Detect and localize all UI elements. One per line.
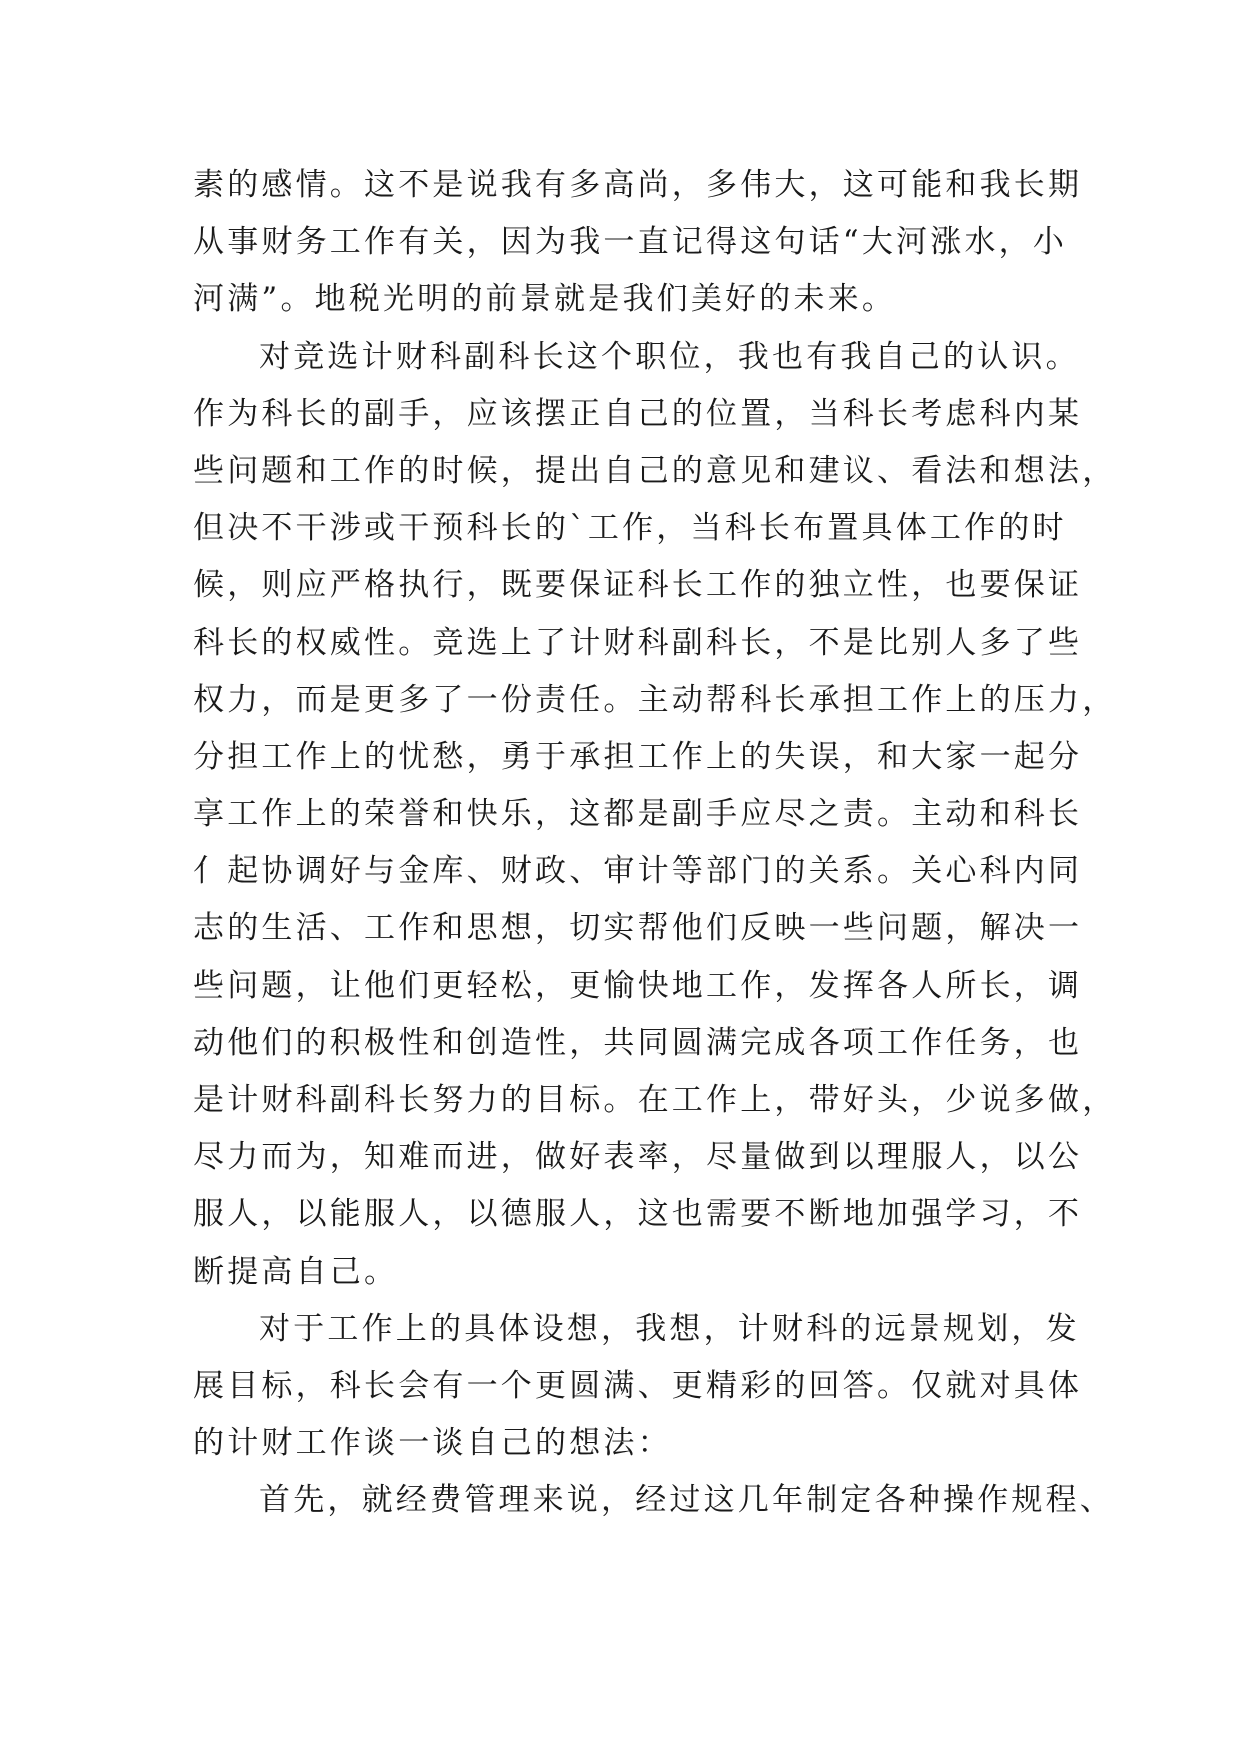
text-line: 候，则应严格执行，既要保证科长工作的独立性，也要保证	[193, 567, 1083, 604]
text-line: 科长的权威性。竞选上了计财科副科长，不是比别人多了些	[193, 624, 1083, 661]
paragraph-start-line: 对竞选计财科副科长这个职位，我也有我自己的认识。	[259, 338, 1080, 375]
text-line: 分担工作上的忧愁，勇于承担工作上的失误，和大家一起分	[193, 738, 1083, 775]
text-line: 权力，而是更多了一份责任。主动帮科长承担工作上的压力，	[193, 681, 1117, 718]
text-line: 断提高自己。	[193, 1253, 399, 1290]
text-line: 些问题，让他们更轻松，更愉快地工作，发挥各人所长，调	[193, 967, 1083, 1004]
text-line: 享工作上的荣誉和快乐，这都是副手应尽之责。主动和科长	[193, 796, 1083, 833]
text-line: 尽力而为，知难而进，做好表率，尽量做到以理服人，以公	[193, 1139, 1083, 1176]
text-line: 但决不干涉或干预科长的`工作，当科长布置具体工作的时	[193, 510, 1067, 547]
text-line: 展目标，科长会有一个更圆满、更精彩的回答。仅就对具体	[193, 1367, 1083, 1404]
text-line: 河满”。地税光明的前景就是我们美好的未来。	[193, 281, 897, 318]
text-line: 的计财工作谈一谈自己的想法：	[193, 1425, 672, 1462]
text-line: 动他们的积极性和创造性，共同圆满完成各项工作任务，也	[193, 1024, 1083, 1061]
text-line: 亻起协调好与金库、财政、审计等部门的关系。关心科内同	[193, 853, 1083, 890]
text-line: 些问题和工作的时候，提出自己的意见和建议、看法和想法，	[193, 452, 1117, 489]
text-line: 服人，以能服人，以德服人，这也需要不断地加强学习，不	[193, 1196, 1083, 1233]
text-line: 是计财科副科长努力的目标。在工作上，带好头，少说多做，	[193, 1082, 1117, 1118]
paragraph-start-line: 首先，就经费管理来说，经过这几年制定各种操作规程、	[259, 1482, 1114, 1519]
text-line: 志的生活、工作和思想，切实帮他们反映一些问题，解决一	[193, 910, 1083, 947]
body-text	[193, 157, 1117, 1530]
text-line: 作为科长的副手，应该摆正自己的位置，当科长考虑科内某	[193, 395, 1083, 432]
text-line: 素的感情。这不是说我有多高尚，多伟大，这可能和我长期	[193, 167, 1083, 203]
text-line: 从事财务工作有关，因为我一直记得这句话“大河涨水，小	[193, 224, 1068, 261]
paragraph-start-line: 对于工作上的具体设想，我想，计财科的远景规划，发	[259, 1310, 1080, 1347]
